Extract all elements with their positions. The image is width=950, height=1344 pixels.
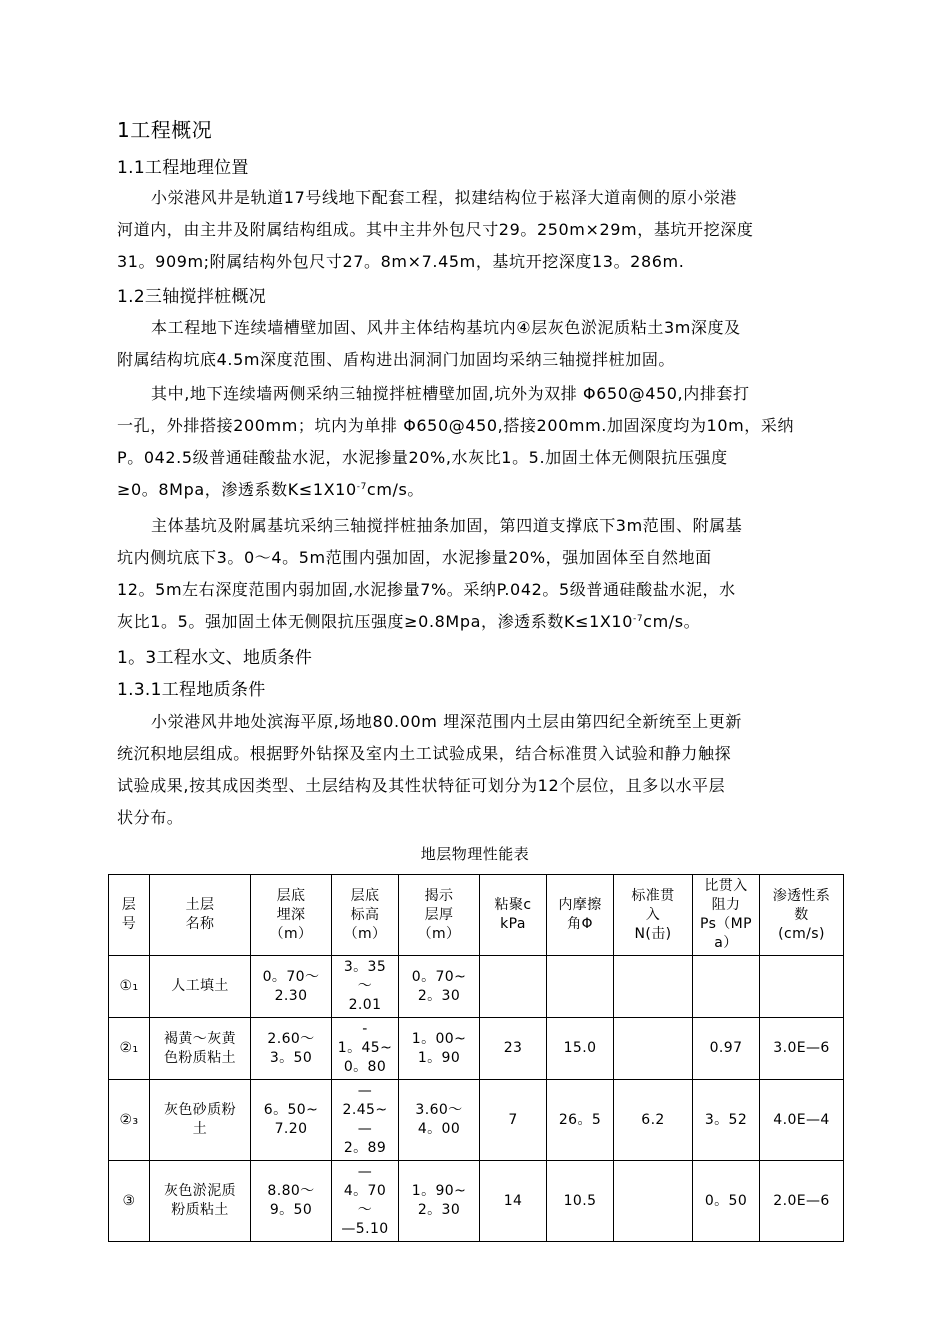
cell-text: 1。90~ — [411, 1183, 467, 1199]
table-cell — [251, 1080, 332, 1161]
cell-text: 2.01 — [348, 997, 382, 1013]
column-header — [547, 875, 614, 956]
table-cell — [614, 956, 693, 1018]
table-cell — [150, 1018, 251, 1080]
cell-text: 7.20 — [274, 1121, 308, 1137]
header-text: 层厚 — [424, 906, 454, 923]
table-cell — [547, 1080, 614, 1161]
table-cell — [399, 956, 480, 1018]
cell-text: ～ — [357, 1202, 373, 1218]
cell-text: — — [357, 1164, 373, 1180]
table-cell — [614, 1080, 693, 1161]
cell-text: 2。30 — [417, 987, 461, 1004]
header-text: 埋深 — [276, 906, 306, 923]
table-row — [109, 1080, 844, 1161]
table-row — [109, 1161, 844, 1242]
table-cell — [760, 956, 844, 1018]
text-line: 小泶港风井是轨道17号线地下配套工程，拟建结构位于崧泽大道南侧的原小泶港 — [151, 188, 737, 207]
table-cell — [399, 1161, 480, 1242]
heading-engineering-overview: 1工程概况 — [117, 118, 213, 142]
table-cell — [251, 1018, 332, 1080]
header-text: 渗透性系 — [772, 887, 831, 904]
cell-text: 2.60～ — [267, 1030, 315, 1047]
column-header — [150, 875, 251, 956]
table-caption: 地层物理性能表 — [420, 845, 530, 863]
cell-text: 15.0 — [563, 1040, 597, 1056]
table-cell — [251, 956, 332, 1018]
cell-text: 2.45~ — [342, 1102, 388, 1118]
text-line: 灰比1。5。强加固土体无侧限抗压强度≥0.8Mpa，渗透系数$K\le 1X10^{-7}cm/s$。 — [117, 612, 701, 631]
cell-text: 4。70 — [343, 1183, 387, 1199]
table-cell — [547, 1018, 614, 1080]
text-line: 一孔，外排搭接200mm；坑内为单排 Φ650@450,搭接200mm.加固深度均为10m，采纳 — [117, 416, 795, 435]
header-text: 土层 — [185, 897, 215, 913]
cell-text: 3。35 — [343, 959, 387, 975]
cell-text: — — [357, 1121, 373, 1137]
cell-text: 人工填土 — [171, 978, 229, 994]
table-cell — [150, 956, 251, 1018]
heading-1-1: 1.1工程地理位置 — [117, 158, 249, 178]
table-cell — [251, 1161, 332, 1242]
table-cell — [760, 1080, 844, 1161]
table-row — [109, 1018, 844, 1080]
table-cell — [760, 1161, 844, 1242]
cell-text: 灰色砂质粉 — [164, 1102, 236, 1118]
column-header — [693, 875, 760, 956]
column-header — [614, 875, 693, 956]
cell-text: 6.2 — [641, 1111, 665, 1128]
cell-text: 0。50 — [704, 1192, 748, 1209]
cell-text: 2。89 — [343, 1140, 387, 1156]
table-cell — [109, 1080, 150, 1161]
table-cell — [547, 1161, 614, 1242]
table-cell — [332, 1161, 399, 1242]
paragraph-location — [117, 182, 835, 278]
header-text: a） — [714, 935, 738, 951]
cell-text: 3.0E—6 — [773, 1040, 830, 1056]
table-cell — [614, 1161, 693, 1242]
paragraph-geology — [117, 706, 835, 834]
heading-1-3-1: 1.3.1工程地质条件 — [117, 680, 266, 700]
cell-text: ～ — [357, 978, 373, 994]
text-line: 12。5m左右深度范围内弱加固,水泥掺量7%。采纳P.042。5级普通硅酸盐水泥，水 — [117, 580, 736, 599]
table-cell — [399, 1018, 480, 1080]
column-header — [332, 875, 399, 956]
header-text: 层 — [121, 897, 137, 913]
table-cell — [693, 956, 760, 1018]
header-text: (cm/s) — [778, 925, 825, 942]
table-cell — [547, 956, 614, 1018]
cell-text: 1。45~ — [337, 1040, 393, 1056]
cell-text: 14 — [503, 1192, 523, 1209]
header-text: 粘聚c — [494, 897, 532, 913]
table-cell — [150, 1161, 251, 1242]
header-text: 号 — [121, 916, 137, 932]
cell-text: 1。90 — [417, 1049, 461, 1066]
table-header-row — [109, 875, 844, 956]
cell-text: 4.0E—4 — [773, 1111, 830, 1128]
cell-text: ②₃ — [119, 1111, 139, 1128]
paragraph-mixing-pile-scope — [117, 312, 835, 376]
table-cell — [109, 956, 150, 1018]
column-header — [109, 875, 150, 956]
header-text: 层底 — [350, 887, 380, 904]
table-cell — [399, 1080, 480, 1161]
cell-text: 7 — [508, 1111, 518, 1128]
text-line: 坑内侧坑底下3。0～4。5m范围内强加固，水泥掺量20%，强加固体至自然地面 — [117, 548, 712, 567]
cell-text: 6。50~ — [263, 1102, 319, 1118]
text-line: 小泶港风井地处滨海平原,场地80.00m 埋深范围内土层由第四纪全新统至上更新 — [151, 712, 742, 731]
table-cell — [614, 1018, 693, 1080]
header-text: 标高 — [350, 906, 380, 923]
table-cell — [693, 1080, 760, 1161]
cell-text: 2。30 — [417, 1202, 461, 1218]
cell-text: 土 — [192, 1121, 208, 1137]
cell-text: 4。00 — [417, 1121, 461, 1137]
cell-text: — — [357, 1083, 373, 1099]
cell-text: ③ — [122, 1192, 136, 1209]
text-line: 状分布。 — [117, 808, 184, 827]
table-cell — [332, 1018, 399, 1080]
table-cell — [109, 1161, 150, 1242]
cell-text: 灰色淤泥质 — [164, 1183, 236, 1199]
header-text: （m） — [269, 925, 313, 942]
column-header — [760, 875, 844, 956]
text-line: ≥0。8Mpa，渗透系数$K\le 1X10^{-7}cm/s$。 — [117, 480, 425, 499]
text-line: 附属结构坑底4.5m深度范围、盾构进出洞洞门加固均采纳三轴搅拌桩加固。 — [117, 350, 676, 369]
cell-text: 褐黄～灰黄 — [164, 1030, 236, 1047]
header-text: 揭示 — [424, 887, 454, 904]
table-cell — [150, 1080, 251, 1161]
cell-text: 粉质粘土 — [171, 1202, 229, 1218]
table-cell — [760, 1018, 844, 1080]
cell-text: 26。5 — [558, 1111, 602, 1128]
cell-text: 10.5 — [563, 1192, 597, 1209]
table-cell — [480, 956, 547, 1018]
header-text: 数 — [794, 906, 809, 923]
header-text: 入 — [645, 906, 661, 923]
cell-text: 色粉质粘土 — [164, 1049, 236, 1066]
header-text: 名称 — [185, 916, 215, 932]
text-line: P。042.5级普通硅酸盐水泥，水泥掺量20%,水灰比1。5.加固土体无侧限抗压强度 — [117, 448, 728, 467]
header-text: 阻力 — [711, 897, 741, 913]
header-text: 比贯入 — [704, 878, 748, 894]
cell-text: 3。50 — [269, 1049, 313, 1066]
header-text: （m） — [417, 925, 461, 942]
cell-text: 0。70~ — [411, 968, 467, 985]
table-cell — [693, 1018, 760, 1080]
table-cell — [332, 956, 399, 1018]
cell-text: 3。52 — [704, 1111, 748, 1128]
table-cell — [332, 1080, 399, 1161]
paragraph-diaphragm-wall — [117, 378, 835, 506]
header-text: N(击) — [634, 925, 672, 942]
cell-text: 23 — [503, 1040, 523, 1056]
table-cell — [480, 1161, 547, 1242]
column-header — [480, 875, 547, 956]
header-text: 角Φ — [567, 916, 593, 932]
header-text: 层底 — [276, 887, 306, 904]
table-row — [109, 956, 844, 1018]
text-line: 主体基坑及附属基坑采纳三轴搅拌桩抽条加固，第四道支撑底下3m范围、附属基 — [151, 516, 743, 535]
table-cell — [109, 1018, 150, 1080]
text-line: 河道内，由主井及附属结构组成。其中主井外包尺寸29。250m×29m，基坑开挖深度 — [117, 220, 754, 239]
cell-text: ①₁ — [119, 978, 139, 994]
heading-1-3: 1。3工程水文、地质条件 — [117, 648, 313, 668]
header-text: kPa — [500, 916, 526, 932]
cell-text: —5.10 — [341, 1221, 389, 1237]
table-cell — [480, 1018, 547, 1080]
cell-text: - — [362, 1021, 368, 1037]
paragraph-foundation-pit — [117, 510, 835, 638]
header-text: Ps（MP — [699, 916, 752, 932]
header-text: 标准贯 — [631, 887, 675, 904]
cell-text: 0。80 — [343, 1059, 387, 1075]
heading-1-2: 1.2三轴搅拌桩概况 — [117, 287, 267, 307]
text-line: 试验成果,按其成因类型、土层结构及其性状特征可划分为12个层位，且多以水平层 — [117, 776, 726, 795]
cell-text: 9。50 — [269, 1202, 313, 1218]
column-header — [399, 875, 480, 956]
cell-text: 0。70～ — [262, 968, 320, 985]
table-cell — [693, 1161, 760, 1242]
cell-text: ②₁ — [119, 1040, 139, 1056]
cell-text: 0.97 — [709, 1040, 743, 1056]
header-text: （m） — [343, 925, 387, 942]
cell-text: 2.0E—6 — [773, 1192, 830, 1209]
column-header — [251, 875, 332, 956]
soil-properties-table — [108, 874, 844, 1242]
text-line: 本工程地下连续墙槽壁加固、风井主体结构基坑内④层灰色淤泥质粘土3m深度及 — [151, 318, 741, 337]
table-cell — [480, 1080, 547, 1161]
cell-text: 2.30 — [274, 987, 308, 1004]
cell-text: 1。00~ — [411, 1030, 467, 1047]
text-line: 其中,地下连续墙两侧采纳三轴搅拌桩槽壁加固,坑外为双排 Φ650@450,内排套打 — [151, 384, 750, 403]
cell-text: 3.60～ — [415, 1102, 463, 1118]
text-line: 31。909m;附属结构外包尺寸27。8m×7.45m，基坑开挖深度13。286m. — [117, 252, 685, 271]
text-line: 统沉积地层组成。根据野外钻探及室内土工试验成果，结合标准贯入试验和静力触探 — [117, 744, 732, 763]
header-text: 内摩擦 — [558, 897, 602, 913]
cell-text: 8.80～ — [267, 1183, 315, 1199]
